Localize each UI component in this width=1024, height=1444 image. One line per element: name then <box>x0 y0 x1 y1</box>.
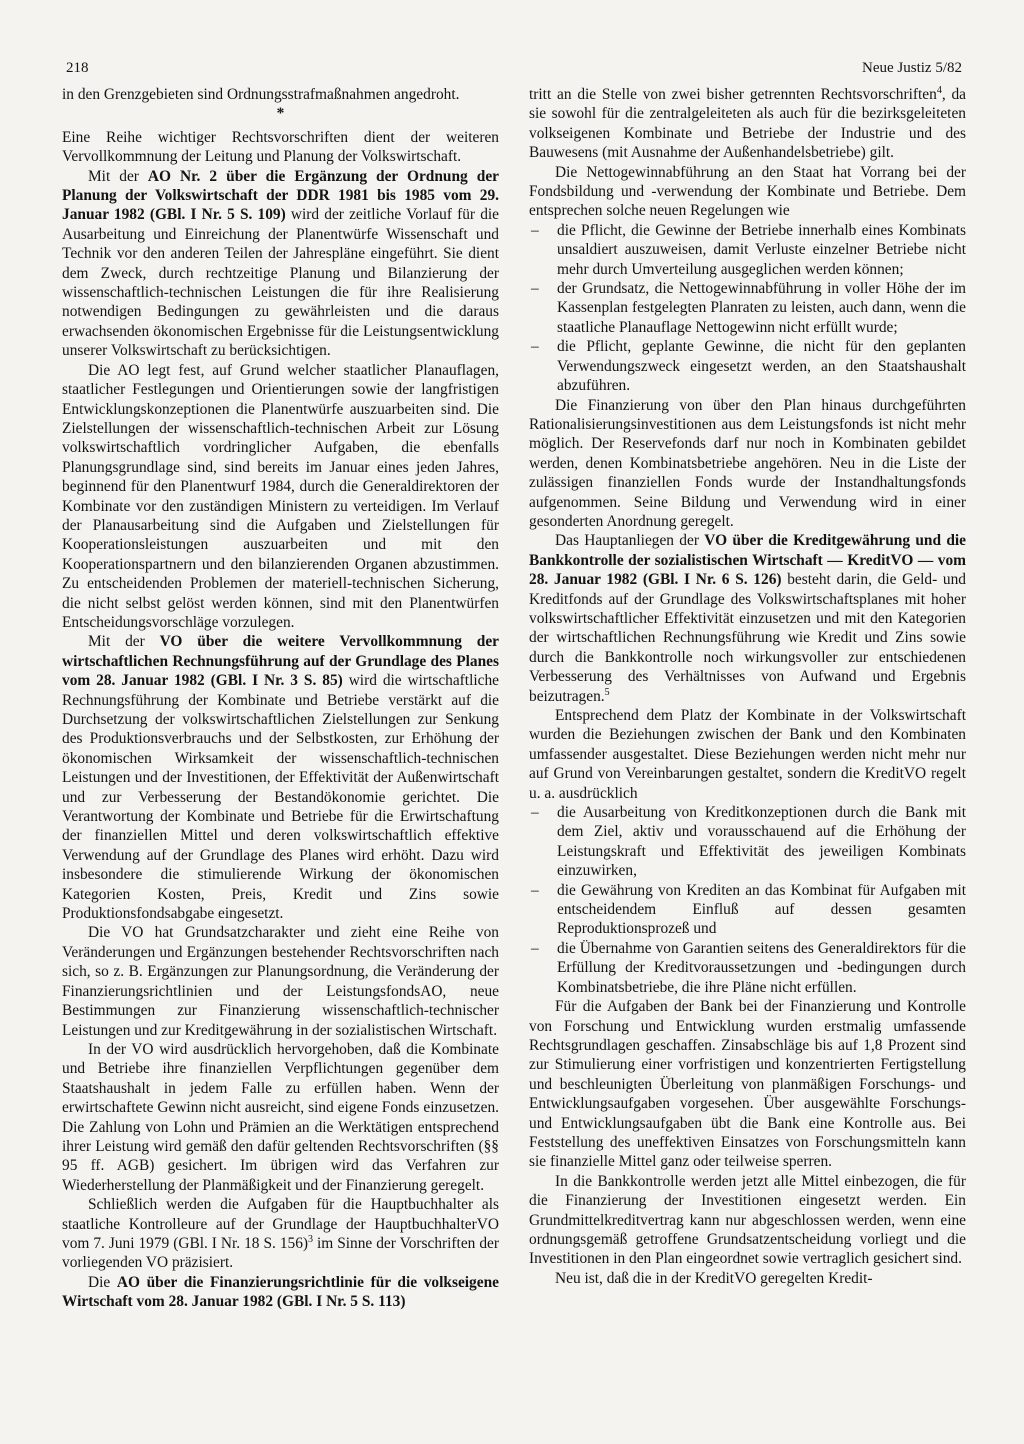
paragraph <box>62 632 499 923</box>
paragraph-text: tritt an die Stelle von zwei bisher getrennten Rechtsvorschriften <box>529 86 937 103</box>
list-item: – die Übernahme von Garantien seitens des Generaldirektors für die Erfüllung der Kreditvoraussetzungen und -bedingungen durch Kombinatsbetriebe, die ihre Pläne nicht erfüllen. <box>529 939 966 997</box>
dash-list <box>529 221 966 396</box>
paragraph-text: im Sinne der Vorschriften der vorliegenden VO präzisiert. <box>62 1234 499 1272</box>
list-item: – die Pflicht, die Gewinne der Betriebe innerhalb eines Kombinats unsaldiert auszuweisen, damit Verluste einzelner Betriebe nicht mehr durch Umverteilung ausgeglichen werden können; <box>529 221 966 279</box>
list-item: – die Gewährung von Krediten an das Kombinat für Aufgaben mit entscheidendem Einfluß auf dessen gesamten Reproduktionsprozeß und <box>529 881 966 939</box>
paragraph <box>529 531 966 706</box>
list-item: – der Grundsatz, die Nettogewinnabführung in voller Höhe der im Kassenplan festgelegten Planraten zu leisten, auch dann, wenn die staatliche Planauflage Nettogewinn nicht erfüllt wurde; <box>529 279 966 337</box>
section-separator: * <box>276 105 285 123</box>
paragraph <box>529 85 966 163</box>
footnote-ref: 4 <box>936 84 942 96</box>
paragraph-text: Schließlich werden die Aufgaben für die Hauptbuchhalter als staatliche Kontrolleure auf der Grundlage der HauptbuchhalterVO vom 7. Juni 1979 (GBl. I Nr. 18 S. 156) <box>62 1196 499 1252</box>
paragraph: Für die Aufgaben der Bank bei der Finanzierung und Kontrolle von Forschung und Entwicklung wurden erstmalig umfassende Rechtsgrundlagen geschaffen. Zinsabschläge bis auf 1,8 Prozent sind zur Stimulierung einer vorfristigen und konzentrierten Fertigstellung und beschleunigten Überleitung von planmäßigen Forschungs- und Entwicklungsaufgaben vorgesehen. Über ausgewählte Forschungs- und Entwicklungsaufgaben übt die Bank eine Kontrolle aus. Bei Feststellung des uneffektiven Einsatzes von Forschungsmitteln kann sie finanzielle Mittel ganz oder teilweise sperren. <box>529 998 966 1171</box>
paragraph: In die Bankkontrolle werden jetzt alle Mittel einbezogen, die für die Finanzierung der Investitionen eingesetzt werden. Ein Grundmittelkreditvertrag kann nur abgeschlossen werden, wenn eine ordnungsgemäß getroffene Grundsatzentscheidung vorliegt und die Investitionen in den Plan eingeordnet sowie vertraglich gesichert sind. <box>529 1172 966 1268</box>
paragraph: In der VO wird ausdrücklich hervorgehoben, daß die Kombinate und Betriebe ihre finanziellen Verpflichtungen gegenüber dem Staatshaushalt in jedem Falle zu erfüllen haben. Wenn der erwirtschaftete Gewinn nicht ausreicht, sind eigene Fonds einzusetzen. Die Zahlung von Lohn und Prämien an die Werktätigen entsprechend ihrer Leistung wird gemäß den dafür geltenden Rechtsvorschriften (§§ 95 ff. AGB) gesichert. Im übrigen wird das Verfahren zur Wiederherstellung der Planmäßigkeit und der Finanzierung geregelt. <box>62 1040 499 1194</box>
paragraph-text: Die <box>88 1273 117 1291</box>
paragraph-text: , da sie sowohl für die zentralgeleiteten als auch für die bezirksgeleiteten volkseigenen Kombinate und Betriebe der Industrie und des Bauwesens (mit Ausnahme der Außenhandelsbetriebe) gilt. <box>529 86 966 162</box>
paragraph: Neu ist, daß die in der KreditVO geregelten Kredit- <box>555 1269 873 1287</box>
paragraph-text: wird die wirtschaftliche Rechnungsführung der Kombinate und Betriebe verstärkt auf die Durchsetzung der volkswirtschaftlichen Zielstellungen zur Senkung des Produktionsverbrauchs und der Selbstkosten, zur Erhöhung der ökonomischen Wirksamkeit der wissenschaftlich-technischen Leistungen und der Investitionen, der Effektivität der Außenwirtschaft und zur Verbesserung der Bestandökonomie gerichtet. Die Verantwortung der Kombinate und Betriebe für die Erwirtschaftung der finanziellen Mittel und deren volkswirtschaftlich effektive Verwendung auf der Grundlage des Planes wird erhöht. Dazu wird insbesondere die stimulierende Wirkung der ökonomischen Kategorien Kosten, Preis, Kredit und Zins sowie Produktionsfondsabgabe eingesetzt. <box>62 672 499 923</box>
regulation-title: AO Nr. 2 über die Ergänzung der Ordnung der Planung der Volkswirtschaft der DDR 1981 bis 1985 vom 29. Januar 1982 (GBl. I Nr. 5 S. 109) <box>62 167 499 224</box>
paragraph <box>62 167 499 361</box>
paragraph: Eine Reihe wichtiger Rechtsvorschriften dient der weiteren Vervollkommnung der Leitung und Planung der Volkswirtschaft. <box>62 128 499 166</box>
paragraph <box>62 1273 499 1312</box>
paragraph-text: besteht darin, die Geld- und Kreditfonds auf der Grundlage des Volkswirtschaftsplanes mit hoher volkswirtschaftlicher Effektivität einzusetzen und mit den Kategorien der wirtschaftlichen Rechnungsführung wie Kredit und Zins sowie durch die Bankkontrolle noch wirkungsvoller zur entschiedenen Verbesserung des Verhältnisses von Aufwand und Ergebnis beizutragen. <box>529 571 966 705</box>
paragraph <box>62 1195 499 1273</box>
footnote-ref: 3 <box>308 1233 314 1245</box>
paragraph: Die Nettogewinnabführung an den Staat hat Vorrang bei der Fondsbildung und -verwendung der Kombinate und Betriebe. Dem entsprechen solche neuen Regelungen wie <box>529 163 966 220</box>
paragraph-text: Mit der <box>88 633 160 651</box>
paragraph: Die AO legt fest, auf Grund welcher staatlicher Planauflagen, staatlicher Festlegungen und Orientierungen sowie der langfristigen Entwicklungskonzeptionen die Planentwürfe auszuarbeiten sind. Die Zielstellungen der wissenschaftlich-technischen Arbeit zur Lösung volkswirtschaftlich vordringlicher Aufgaben, die ebenfalls Planungsgrundlage sind, sind bereits im Januar eines jeden Jahres, beginnend für den Planentwurf 1984, durch die Generaldirektoren der Kombinate vor den zuständigen Ministern zu verteidigen. Im Verlauf der Planausarbeitung sind die Aufgaben und Zielstellungen für Kooperationsleistungen auszuarbeiten und mit den Kooperationspartnern und den bilanzierenden Organen abzustimmen. Zu entscheidenden Problemen der materiell-technischen Sicherung, die nicht selbst gelöst werden können, sind mit den Planentwürfen Entscheidungsvorschläge vorzulegen. <box>62 361 499 631</box>
paragraph-text: Mit der <box>88 167 148 185</box>
page-header <box>62 60 966 77</box>
journal-issue: Neue Justiz 5/82 <box>862 60 962 76</box>
regulation-title: AO über die Finanzierungsrichtlinie für die volkseigene Wirtschaft vom 28. Januar 1982 (GBl. I Nr. 5 S. 113) <box>62 1273 499 1311</box>
paragraph-text: Das Hauptanliegen der <box>555 532 705 550</box>
paragraph: Die VO hat Grundsatzcharakter und zieht eine Reihe von Veränderungen und Ergänzungen bestehender Rechtsvorschriften nach sich, so z. B. Ergänzungen zur Planungsordnung, die Veränderung der Finanzierungsrichtlinien und der LeistungsfondsAO, neue Bestimmungen zur Finanzierung wissenschaftlich-technischer Leistungen und zur Kreditgewährung in der sozialistischen Wirtschaft. <box>62 924 499 1039</box>
list-item: – die Ausarbeitung von Kreditkonzeptionen durch die Bank mit dem Ziel, aktiv und vorausschauend auf die Erhöhung der Leistungskraft und Effektivität des jeweiligen Kombinats einzuwirken, <box>529 803 966 881</box>
page-number: 218 <box>66 60 89 76</box>
right-column <box>529 85 966 1312</box>
footnote-ref: 5 <box>604 686 610 698</box>
text-columns <box>62 85 966 1312</box>
paragraph: Die Finanzierung von über den Plan hinaus durchgeführten Rationalisierungsinvestitionen aus dem Leistungsfonds ist nicht mehr möglich. Der Reservefonds darf nur noch in Kombinaten gebildet werden, denen Kombinatsbetriebe angehören. Neu in die Liste der zulässigen finanziellen Fonds wurde der Instandhaltungsfonds aufgenommen. Seine Bildung und Verwendung wird in einer gesonderten Anordnung geregelt. <box>529 396 966 530</box>
dash-list <box>529 803 966 997</box>
list-item: – die Pflicht, geplante Gewinne, die nicht für den geplanten Verwendungszweck eingesetzt werden, an den Staatshaushalt abzuführen. <box>529 337 966 395</box>
paragraph: Entsprechend dem Platz der Kombinate in der Volkswirtschaft wurden die Beziehungen zwischen der Bank und den Kombinaten umfassender ausgestaltet. Diese Beziehungen werden nicht mehr nur auf Grund von Vereinbarungen gestaltet, sondern die KreditVO regelt u. a. ausdrücklich <box>529 707 966 802</box>
left-column <box>62 85 499 1312</box>
paragraph: in den Grenzgebieten sind Ordnungsstrafmaßnahmen angedroht. <box>62 86 460 103</box>
regulation-title: VO über die Kreditgewährung und die Bankkontrolle der sozialistischen Wirtschaft — KreditVO — vom 28. Januar 1982 (GBl. I Nr. 6 S. 126) <box>529 532 967 589</box>
regulation-title: VO über die weitere Vervollkommnung der wirtschaftlichen Rechnungsführung auf der Grundlage des Planes vom 28. Januar 1982 (GBl. I Nr. 3 S. 85) <box>62 633 499 690</box>
paragraph-text: wird der zeitliche Vorlauf für die Ausarbeitung und Einreichung der Planentwürfe Wissenschaft und Technik vor den anderen Teilen der Jahrespläne eingeführt. Sie dient dem Zweck, durch rechtzeitige Planung und Bilanzierung der wissenschaftlich-technischen Leistungen die für ihre Realisierung notwendigen Bedingungen zu gewährleisten und die daraus erwachsenden ökonomischen Ergebnisse für die Leistungsentwicklung unserer Volkswirtschaft zu berücksichtigen. <box>62 206 499 360</box>
